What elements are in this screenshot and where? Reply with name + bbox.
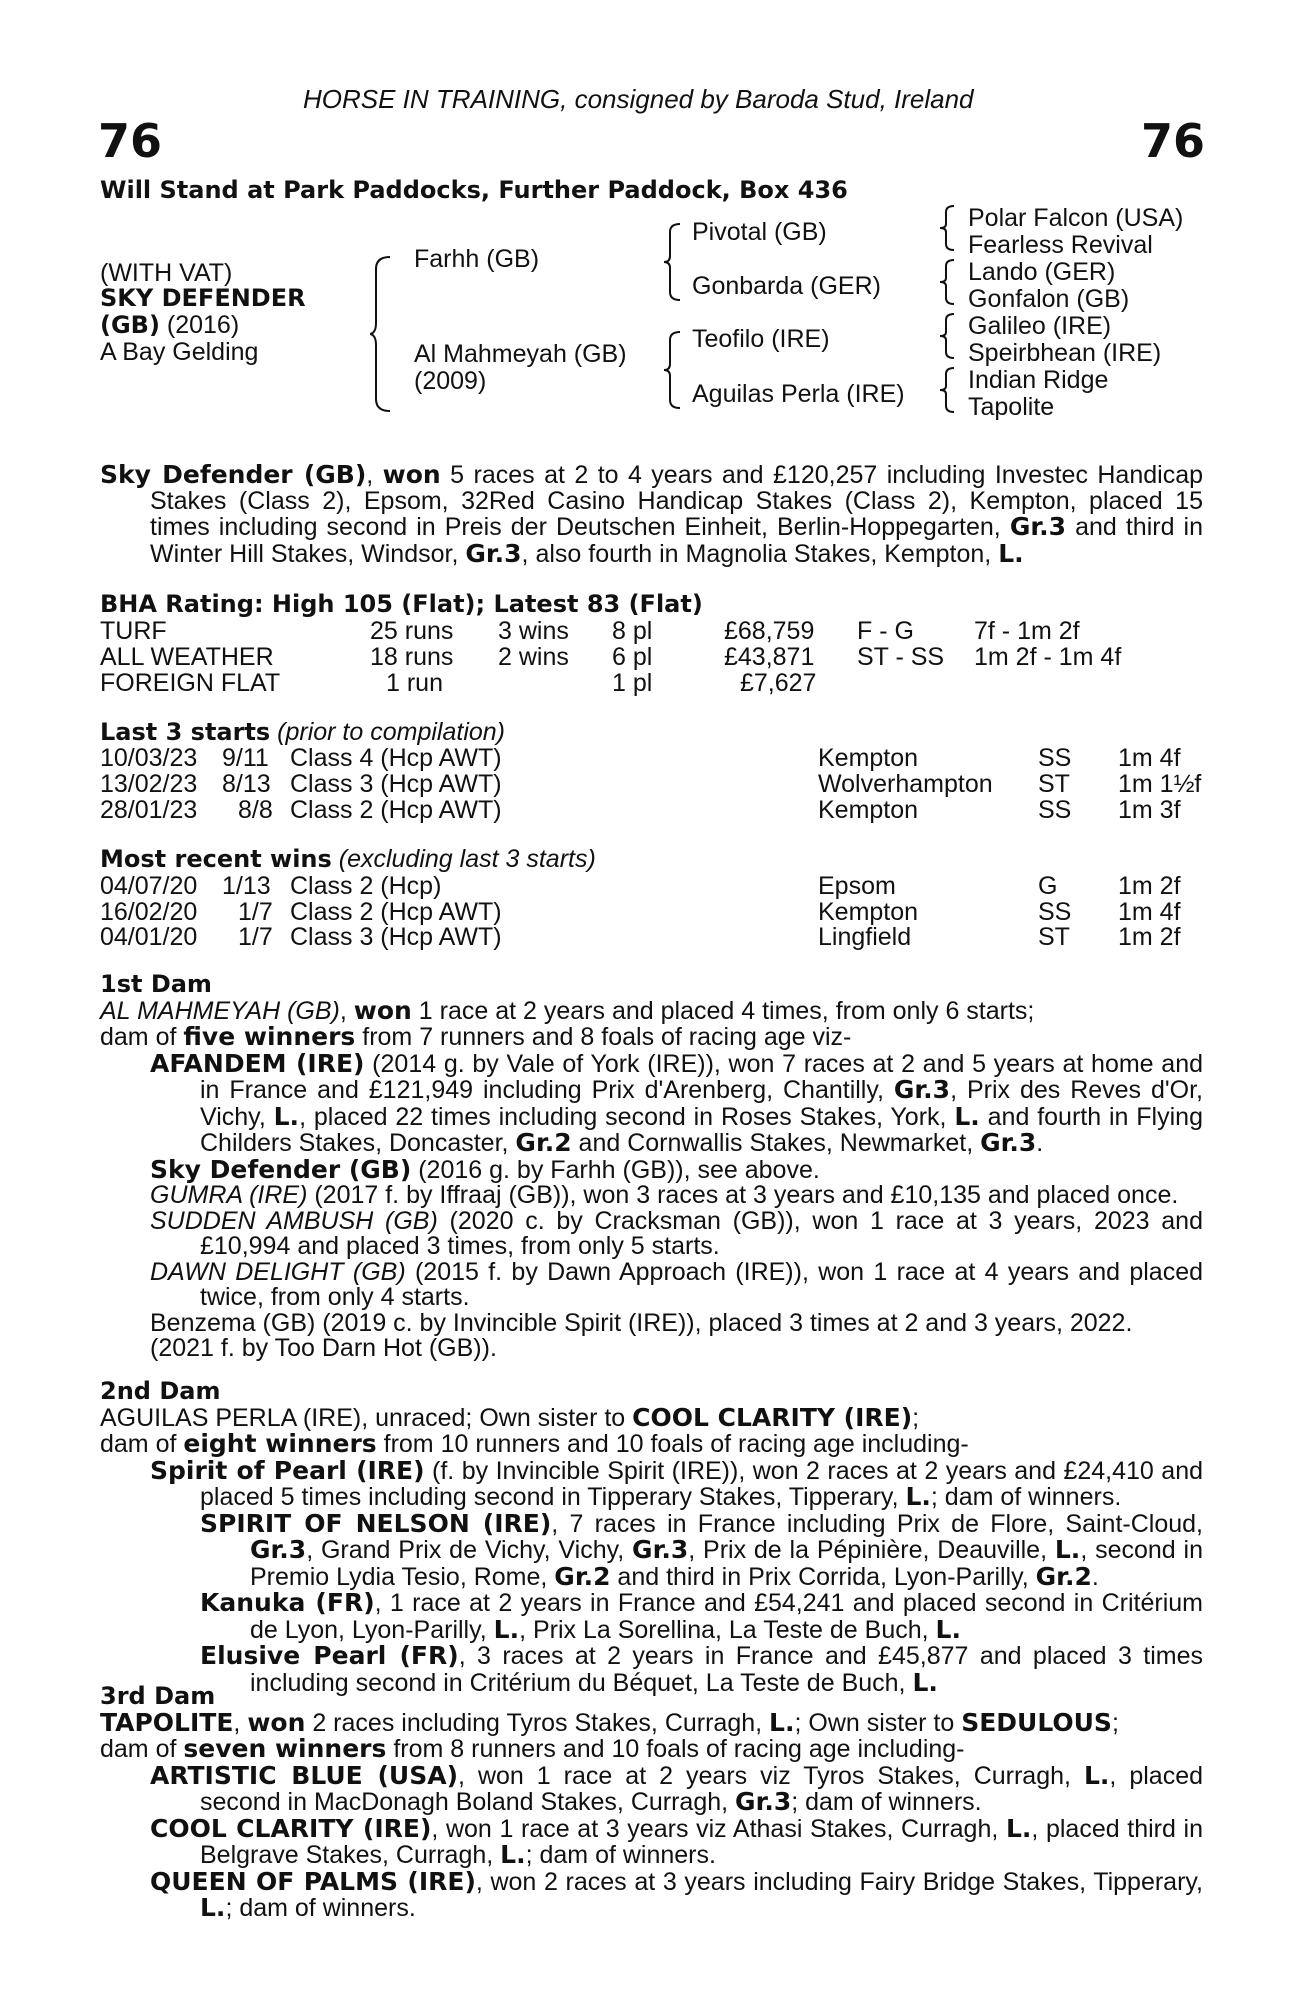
listed-marker: L.	[769, 1707, 795, 1737]
section-note: (prior to compilation)	[270, 718, 506, 746]
listed-marker: L.	[200, 1893, 226, 1922]
start-course: Kempton	[818, 796, 919, 824]
race-summary: Sky Defender (GB), won 5 races at 2 to 4 years and £120,257 including Investec Handicap Stakes (Class 2), Epsom, 32Red Casino Handicap Stakes (Class 2), Kempton, placed 15 times including second in Preis der Deutschen Einheit, Berlin-Hoppegarten, Gr.3 and third in Winter Hill Stakes, Windsor, Gr.3, also fourth in Magnolia Stakes, Kempton, L.	[100, 460, 1204, 568]
win-position: 1/7	[238, 898, 273, 926]
pedigree-brace-7	[940, 366, 956, 414]
start-date: 10/03/23	[100, 744, 198, 772]
produce-text: (2016 g. by Farhh (GB)), see above.	[411, 1155, 820, 1184]
grade-marker: Gr.3	[465, 538, 522, 568]
rating-runs: 1 run	[386, 669, 443, 697]
rating-money: £68,759	[724, 617, 815, 645]
produce-entry: Benzema (GB) (2019 c. by Invincible Spirit (IRE)), placed 3 times at 2 and 3 years, 2022.	[150, 1308, 1133, 1337]
rating-money: £7,627	[740, 669, 817, 697]
rating-row-foreign	[100, 669, 1210, 695]
rating-label: TURF	[100, 617, 167, 645]
start-course: Wolverhampton	[818, 770, 993, 798]
win-row	[100, 923, 1210, 949]
produce-text: (f. by Invincible Spirit (IRE)), won 2 races at 2 years and £24,410 and placed 5 times including second in Tipperary Stakes, Tipperary,	[200, 1456, 1203, 1511]
start-going: SS	[1038, 796, 1072, 824]
rating-wins: 3 wins	[498, 617, 569, 645]
produce-name: Kanuka (FR)	[200, 1588, 375, 1617]
rating-placed: 6 pl	[612, 643, 653, 671]
start-class: Class 3 (Hcp AWT)	[290, 770, 502, 798]
listed-marker: L.	[1083, 1760, 1110, 1790]
produce-name: DAWN DELIGHT (GB)	[150, 1257, 406, 1286]
produce-name: AFANDEM (IRE)	[150, 1048, 365, 1078]
pedigree-brace-5	[940, 258, 956, 306]
win-distance: 1m 2f	[1118, 872, 1181, 900]
rating-row-turf	[100, 617, 1210, 643]
produce-text: , won 1 race at 2 years viz Tyros Stakes, Curragh,	[458, 1761, 1084, 1790]
first-dam-section: 1st Dam AL MAHMEYAH (GB), won 1 race at 2 years and placed 4 times, from only 6 starts; dam of five winners from 7 runners and 8 foals of racing age viz- AFANDEM (IRE) (2014 g. by Vale of York (IRE)), won 7 races at 2 and 5 years at home and in France and £121,949 including Prix d'Arenberg, Chantilly, Gr.3, Prix des Reves d'Or, Vichy, L., placed 22 times including second in Roses Stakes, York, L. and fourth in Flying Childers Stakes, Doncaster, Gr.2 and Cornwallis Stakes, Newmarket, Gr.3. Sky Defender (GB) (2016 g. by Farhh (GB)), see above. GUMRA (IRE) (2017 f. by Iffraaj (GB)), won 3 races at 3 years and £10,135 and placed once. SUDDEN AMBUSH (GB) (2020 c. by Cracksman (GB)), won 1 race at 3 years, 2023 and £10,994 and placed 3 times, from only 5 starts. DAWN DELIGHT (GB) (2015 f. by Dawn Approach (IRE)), won 1 race at 4 years and placed twice, from only 4 starts. Benzema (GB) (2019 c. by Invincible Spirit (IRE)), placed 3 times at 2 and 3 years, 2022. (2021 f. by Too Darn Hot (GB)).	[100, 970, 1203, 1362]
win-date: 16/02/20	[100, 898, 198, 926]
win-going: G	[1038, 872, 1058, 900]
section-title: Most recent wins	[100, 845, 332, 873]
winners-count: seven winners	[183, 1734, 387, 1763]
grade-marker: Gr.2	[1035, 1561, 1092, 1591]
win-going: ST	[1038, 923, 1070, 951]
dam: Al Mahmeyah (GB)	[414, 340, 627, 368]
summary-won: won	[382, 460, 441, 489]
start-distance: 1m 4f	[1118, 744, 1181, 772]
win-position: 1/7	[238, 923, 273, 951]
dam-text: ;	[912, 1403, 920, 1432]
start-class: Class 2 (Hcp AWT)	[290, 796, 502, 824]
third-dam-section: 3rd Dam TAPOLITE, won 2 races including Tyros Stakes, Curragh, L.; Own sister to SEDULOUS; dam of seven winners from 8 runners and 10 foals of racing age including- ARTISTIC BLUE (USA), won 1 race at 2 years viz Tyros Stakes, Curragh, L., placed second in MacDonagh Boland Stakes, Curragh, Gr.3; dam of winners. COOL CLARITY (IRE), won 1 race at 3 years viz Athasi Stakes, Curragh, L., placed third in Belgrave Stakes, Curragh, L.; dam of winners. QUEEN OF PALMS (IRE), won 2 races at 3 years including Fairy Bridge Stakes, Tipperary, L.; dam of winners.	[100, 1682, 1204, 1922]
great-grandparent: Speirbhean (IRE)	[968, 339, 1162, 367]
win-row	[100, 872, 1210, 898]
produce-text: and Cornwallis Stakes, Newmarket,	[571, 1129, 981, 1157]
listed-marker: L.	[1005, 1813, 1032, 1843]
great-grandparent: Galileo (IRE)	[968, 312, 1112, 340]
dam-year: (2009)	[414, 367, 487, 395]
rating-row-all-weather	[100, 643, 1210, 669]
win-distance: 1m 4f	[1118, 898, 1181, 926]
start-distance: 1m 3f	[1118, 796, 1181, 824]
win-date: 04/07/20	[100, 872, 198, 900]
produce-text: , placed third in Belgrave Stakes, Curragh,	[200, 1814, 1203, 1869]
win-class: Class 3 (Hcp AWT)	[290, 923, 502, 951]
start-row	[100, 796, 1210, 822]
rating-label: ALL WEATHER	[100, 643, 274, 671]
produce-list	[100, 1048, 1203, 1362]
produce-text: , Prix La Sorellina, La Teste de Buch,	[519, 1615, 936, 1644]
start-course: Kempton	[818, 744, 919, 772]
great-grandparent: Polar Falcon (USA)	[968, 204, 1184, 232]
start-row	[100, 744, 1210, 770]
summary-text: 5 races at 2 to 4 years and £120,257 including Investec Handicap Stakes (Class 2), Epsom, 32Red Casino Handicap Stakes (Class 2), Kempton, placed 15 times including second in Preis der Deutschen Einheit, Berlin-Hoppegarten,	[150, 461, 1204, 541]
horse-origin-year	[100, 311, 239, 340]
produce-name: Sky Defender (GB)	[150, 1154, 412, 1184]
rating-placed: 1 pl	[612, 669, 653, 697]
produce-text: .	[1091, 1562, 1099, 1591]
summary-horse-name: Sky Defender (GB)	[100, 460, 367, 489]
rating-going: F - G	[857, 617, 914, 645]
pedigree-brace-3	[664, 330, 682, 410]
summary-text: , also fourth in Magnolia Stakes, Kempton,	[521, 539, 999, 568]
granddam-2: Aguilas Perla (IRE)	[692, 380, 905, 408]
horse-year: (2016)	[159, 311, 240, 339]
grade-marker: Gr.2	[515, 1128, 572, 1157]
start-position: 8/8	[238, 796, 273, 824]
win-course: Epsom	[818, 872, 896, 900]
granddam-1: Gonbarda (GER)	[692, 272, 881, 300]
rating-going: ST - SS	[857, 643, 945, 671]
win-distance: 1m 2f	[1118, 923, 1181, 951]
lot-number-right: 76	[1141, 114, 1206, 168]
recent-wins-title	[100, 845, 596, 874]
dam-produce-text: dam of	[100, 1023, 184, 1051]
rating-money: £43,871	[724, 643, 815, 671]
produce-name: SPIRIT OF NELSON (IRE)	[200, 1508, 552, 1538]
produce-name: QUEEN OF PALMS (IRE)	[150, 1866, 476, 1896]
produce-text: , 7 races in France including Prix de Flore, Saint-Cloud,	[551, 1509, 1203, 1538]
great-grandparent: Lando (GER)	[968, 258, 1116, 286]
rating-placed: 8 pl	[612, 617, 653, 645]
start-distance: 1m 1½f	[1118, 770, 1202, 798]
listed-marker: L.	[935, 1614, 961, 1644]
produce-text: , 3 races at 2 years in France and £45,877 and placed 3 times including second in Critérium du Béquet, La Teste de Buch,	[250, 1642, 1204, 1697]
sister-name: SEDULOUS	[961, 1707, 1112, 1737]
rating-runs: 25 runs	[370, 617, 454, 645]
listed-marker: L.	[912, 1667, 938, 1697]
won-marker: won	[247, 1707, 306, 1737]
start-date: 28/01/23	[100, 796, 198, 824]
dam-text: ; Own sister to	[794, 1708, 962, 1737]
dam-text: 2 races including Tyros Stakes, Curragh,	[305, 1708, 770, 1737]
grade-marker: Gr.3	[1009, 512, 1066, 541]
listed-marker: L.	[954, 1101, 980, 1131]
grandsire-1: Pivotal (GB)	[692, 218, 827, 246]
win-date: 04/01/20	[100, 923, 198, 951]
produce-text: , 1 race at 2 years in France and £54,241 and placed second in Critérium de Lyon, Lyon-Parilly,	[250, 1589, 1203, 1644]
produce-text: ; dam of winners.	[791, 1788, 982, 1816]
win-going: SS	[1038, 898, 1072, 926]
listed-marker: L.	[500, 1840, 526, 1869]
dam-name: TAPOLITE	[100, 1707, 234, 1737]
grand-produce-list	[150, 1508, 1204, 1697]
listed-marker: L.	[493, 1614, 520, 1644]
dam-name: AL MAHMEYAH (GB)	[100, 996, 340, 1025]
win-position: 1/13	[222, 872, 271, 900]
win-class: Class 2 (Hcp)	[290, 872, 442, 900]
pedigree-brace-6	[940, 312, 956, 360]
section-title: 1st Dam	[100, 970, 212, 998]
rating-runs: 18 runs	[370, 643, 454, 671]
last-3-starts-title	[100, 718, 505, 747]
produce-text: ; dam of winners.	[225, 1894, 416, 1922]
produce-text: .	[1036, 1129, 1044, 1157]
produce-text: , placed second in MacDonagh Boland Stakes, Curragh,	[200, 1761, 1204, 1816]
grade-marker: Gr.2	[554, 1561, 611, 1591]
horse-description: A Bay Gelding	[100, 338, 259, 366]
grade-marker: Gr.3	[250, 1535, 307, 1564]
rating-distance: 1m 2f - 1m 4f	[974, 643, 1122, 671]
produce-text: , Prix des Reves d'Or, Vichy,	[200, 1076, 1203, 1131]
start-position: 8/13	[222, 770, 271, 798]
lot-number-left: 76	[98, 114, 163, 168]
win-course: Kempton	[818, 898, 919, 926]
dam-produce-text: from 7 runners and 8 foals of racing age viz-	[355, 1023, 852, 1051]
win-row	[100, 898, 1210, 924]
section-note: (excluding last 3 starts)	[331, 845, 596, 873]
winners-count: eight winners	[183, 1429, 377, 1458]
listed-marker: L.	[273, 1101, 300, 1131]
grade-marker: Gr.3	[980, 1128, 1037, 1157]
produce-text: , Grand Prix de Vichy, Vichy,	[306, 1536, 633, 1564]
listed-marker: L.	[1054, 1535, 1081, 1564]
produce-text: , won 2 races at 3 years including Fairy Bridge Stakes, Tipperary,	[475, 1867, 1203, 1896]
produce-text: and fourth in Flying Childers Stakes, Doncaster,	[200, 1102, 1203, 1157]
produce-name: COOL CLARITY (IRE)	[150, 1813, 432, 1843]
dam-text: AGUILAS PERLA (IRE), unraced; Own sister to	[100, 1403, 633, 1432]
horse-country: (GB)	[100, 311, 160, 339]
produce-text: ; dam of winners.	[525, 1841, 716, 1869]
grandsire-2: Teofilo (IRE)	[692, 325, 830, 353]
horse-name: SKY DEFENDER	[100, 284, 306, 312]
great-grandparent: Tapolite	[968, 393, 1055, 421]
rating-label: FOREIGN FLAT	[100, 669, 281, 697]
start-row	[100, 770, 1210, 796]
dam-produce-text: dam of	[100, 1735, 184, 1763]
produce-name: Spirit of Pearl (IRE)	[150, 1455, 425, 1485]
start-class: Class 4 (Hcp AWT)	[290, 744, 502, 772]
produce-text: , second in Premio Lydia Tesio, Rome,	[250, 1536, 1204, 1591]
win-class: Class 2 (Hcp AWT)	[290, 898, 502, 926]
produce-text: , won 1 race at 3 years viz Athasi Stakes, Curragh,	[431, 1814, 1006, 1843]
sister-name: COOL CLARITY (IRE)	[632, 1402, 913, 1432]
section-title: Last 3 starts	[100, 718, 271, 746]
listed-marker: L.	[998, 538, 1024, 568]
produce-name: Elusive Pearl (FR)	[200, 1641, 459, 1670]
pedigree-brace-4	[940, 204, 956, 252]
winners-count: five winners	[183, 1022, 356, 1051]
great-grandparent: Gonfalon (GB)	[968, 285, 1130, 313]
grade-marker: Gr.3	[632, 1535, 689, 1564]
produce-text: (2015 f. by Dawn Approach (IRE)), won 1 race at 4 years and placed twice, from only 4 starts.	[200, 1257, 1203, 1311]
start-going: ST	[1038, 770, 1070, 798]
dam-record: 1 race at 2 years and placed 4 times, from only 6 starts;	[411, 996, 1035, 1025]
rating-distance: 7f - 1m 2f	[974, 617, 1080, 645]
section-title: 2nd Dam	[100, 1377, 221, 1405]
produce-list	[100, 1455, 1204, 1697]
dam-produce-text: dam of	[100, 1430, 184, 1458]
start-going: SS	[1038, 744, 1072, 772]
won-marker: won	[353, 995, 412, 1025]
start-date: 13/02/23	[100, 770, 198, 798]
produce-entry: (2021 f. by Too Darn Hot (GB)).	[150, 1334, 497, 1362]
pedigree-brace-1	[370, 255, 394, 413]
produce-text: and third in Prix Corrida, Lyon-Parilly,	[610, 1562, 1036, 1591]
produce-text: , Prix de la Pépinière, Deauville,	[688, 1536, 1055, 1564]
stand-location: Will Stand at Park Paddocks, Further Paddock, Box 436	[100, 176, 848, 204]
great-grandparent: Fearless Revival	[968, 231, 1153, 259]
produce-text: (2014 g. by Vale of York (IRE)), won 7 races at 2 and 5 years at home and in France and £121,949 including Prix d'Arenberg, Chantilly,	[200, 1049, 1203, 1104]
great-grandparent: Indian Ridge	[968, 366, 1109, 394]
vat-note: (WITH VAT)	[100, 259, 233, 287]
produce-name: ARTISTIC BLUE (USA)	[150, 1760, 459, 1790]
grade-marker: Gr.3	[893, 1075, 951, 1104]
produce-name: SUDDEN AMBUSH (GB)	[150, 1206, 438, 1235]
dam-text: ;	[1111, 1708, 1119, 1737]
produce-name: GUMRA (IRE)	[150, 1181, 308, 1209]
produce-text: ; dam of winners.	[930, 1483, 1122, 1511]
start-position: 9/11	[222, 744, 269, 772]
bha-rating-title: BHA Rating: High 105 (Flat); Latest 83 (Flat)	[100, 590, 703, 618]
summary-text: and third in Winter Hill Stakes, Windsor,	[150, 513, 1203, 568]
dam-produce-text: from 8 runners and 10 foals of racing age including-	[386, 1735, 965, 1763]
dam-produce-text: from 10 runners and 10 foals of racing age including-	[376, 1430, 969, 1458]
produce-list	[100, 1760, 1204, 1922]
listed-marker: L.	[905, 1482, 931, 1511]
produce-text: (2017 f. by Iffraaj (GB)), won 3 races at 3 years and £10,135 and placed once.	[307, 1181, 1179, 1209]
consignment-header: HORSE IN TRAINING, consigned by Baroda Stud, Ireland	[303, 84, 974, 114]
pedigree-brace-2	[664, 222, 682, 302]
rating-wins: 2 wins	[498, 643, 569, 671]
second-dam-section	[100, 1379, 1203, 1696]
sire: Farhh (GB)	[414, 245, 540, 273]
produce-text: , placed 22 times including second in Roses Stakes, York,	[299, 1102, 955, 1131]
section-title: 3rd Dam	[100, 1682, 216, 1710]
produce-text: (2020 c. by Cracksman (GB)), won 1 race at 3 years, 2023 and £10,994 and placed 3 times, from only 5 starts.	[200, 1206, 1203, 1260]
grade-marker: Gr.3	[735, 1787, 792, 1816]
win-course: Lingfield	[818, 923, 912, 951]
